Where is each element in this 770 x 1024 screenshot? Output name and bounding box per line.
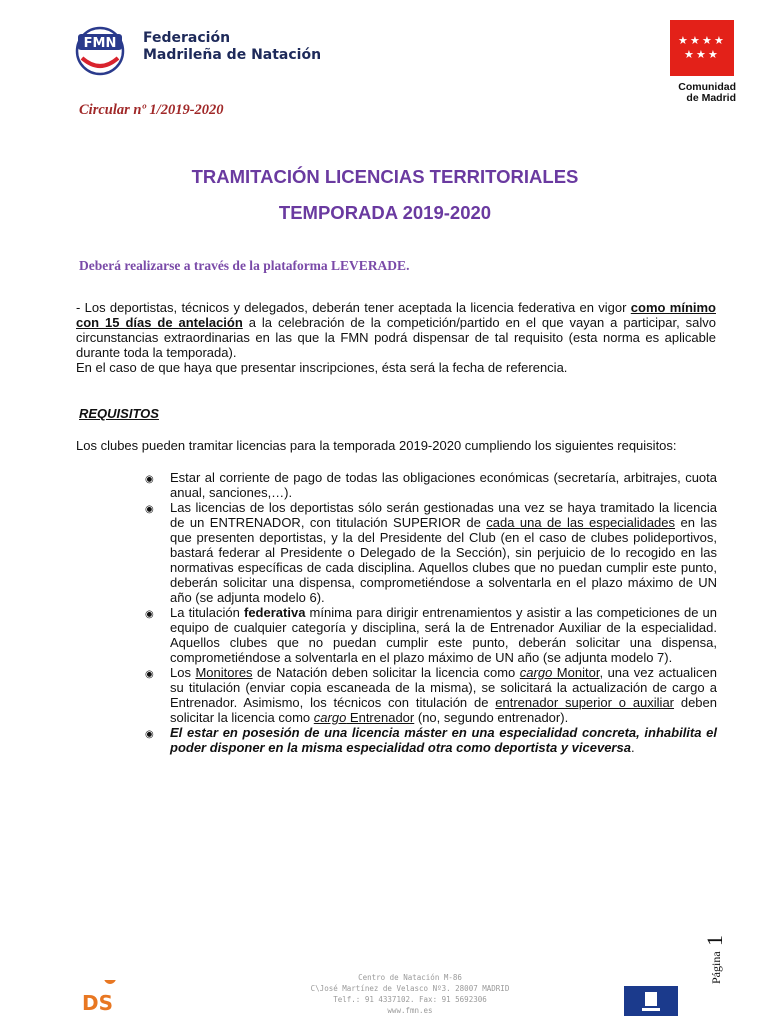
fed-line1: Federación <box>143 30 231 46</box>
item-underline: cada una de las especialidades <box>486 515 676 530</box>
item-bold-italic: El estar en posesión de una licencia máster en una especialidad concreta, inhabilita el poder disponer en la misma especialidad otra como deportista y viceversa <box>170 725 717 755</box>
comunidad-madrid-text <box>660 82 736 104</box>
requisitos-intro: Los clubes pueden tramitar licencias para la temporada 2019-2020 cumpliendo los siguientes requisitos: <box>76 438 677 453</box>
item-text-cont: deben solicitar la licencia como <box>170 695 717 725</box>
list-item <box>145 500 717 605</box>
item-text-cont: . <box>630 740 635 755</box>
list-item <box>145 665 717 725</box>
item-text-cont: (no, segundo entrenador). <box>414 710 569 725</box>
circular-number: Circular nº 1/2019-2020 <box>79 102 224 118</box>
fed-line2: Madrileña de Natación <box>143 47 322 63</box>
page-digit: 1 <box>702 935 727 946</box>
list-item <box>145 725 717 755</box>
document-subtitle: TEMPORADA 2019-2020 <box>278 202 492 223</box>
cm-line2: de Madrid <box>686 92 736 104</box>
svg-text:★: ★ <box>684 48 694 61</box>
item-text-cont: en las que presenten deportistas, y la del Presidente del Club (en el caso de clubes polideportivos, bastará federar al Presidente o Delegado de la Sección), sin perjuicio de lo recogido en las normativas específicas de cada disciplina. Aquellos clubes que no puedan cumplir este punto, deberán solicitar una dispensa, comprometiéndose a solventarla en el plazo máximo de UN año (se adjunta modelo 6). <box>170 515 717 605</box>
document-title: TRAMITACIÓN LICENCIAS TERRITORIALES <box>191 166 579 187</box>
svg-text:DS: DS <box>82 991 114 1015</box>
bullet-icon: ◉ <box>145 669 154 680</box>
cm-line1: Comunidad <box>678 81 736 93</box>
fmn-logo <box>74 26 126 76</box>
bullet-icon: ◉ <box>145 474 154 485</box>
svg-text:★: ★ <box>702 34 712 47</box>
svg-text:★: ★ <box>696 48 706 61</box>
page-number <box>698 932 728 987</box>
item-underline: Monitores <box>195 665 253 680</box>
footer-line2: C\José Martínez de Velasco Nº3. 28007 MADRID <box>310 984 510 993</box>
item-italic-underline: cargo <box>519 665 553 680</box>
comunidad-madrid-flag <box>670 20 734 76</box>
item-underline: Monitor <box>552 665 600 680</box>
item-text-cont: de Natación deben solicitar la licencia como <box>252 665 520 680</box>
item-text: Los <box>170 665 196 680</box>
item-text: La titulación <box>170 605 244 620</box>
requisitos-heading: REQUISITOS <box>79 406 159 421</box>
bullet-icon: ◉ <box>145 504 154 515</box>
item-underline: Entrenador <box>346 710 415 725</box>
intro-emphasis: como mínimo con 15 días de antelación <box>76 300 716 330</box>
footer-line3: Telf.: 91 4337102. Fax: 91 5692306 <box>333 995 487 1004</box>
list-item <box>145 470 717 500</box>
leverade-note: Deberá realizarse a través de la plataforma LEVERADE. <box>79 258 410 273</box>
svg-text:★: ★ <box>714 34 724 47</box>
svg-text:★: ★ <box>708 48 718 61</box>
federation-name <box>143 30 321 64</box>
intro-text: - Los deportistas, técnicos y delegados, deberán tener aceptada la licencia federativa en vigor <box>76 300 631 315</box>
footer-address <box>300 972 520 1016</box>
list-item <box>145 605 717 665</box>
bullet-icon: ◉ <box>145 609 154 620</box>
requisitos-list <box>145 470 717 755</box>
intro-text-cont: a la celebración de la competición/partido en el que vayan a participar, salvo circunstancias extraordinarias en las que la FMN podrá dispensar de tal requisito (esta norma es aplicable durante toda la temporada). <box>76 315 716 360</box>
footer-line4: www.fmn.es <box>387 1006 433 1015</box>
item-underline: entrenador superior o auxiliar <box>495 695 675 710</box>
bullet-icon: ◉ <box>145 729 154 740</box>
logo-text: FMN <box>83 36 117 51</box>
item-text-cont: , una vez actualicen su titulación (enviar copia escaneada de la misma), se solicitará la actualización de cargo a Entrenador. Asimismo, los técnicos con titulación de <box>170 665 718 710</box>
intro-paragraph <box>76 300 716 375</box>
item-text: Las licencias de los deportistas sólo serán gestionadas una vez se haya tramitado la licencia de un ENTRENADOR, con titulación SUPERIOR de <box>170 500 717 530</box>
item-bold: federativa <box>244 605 306 620</box>
ds-logo <box>80 980 124 1016</box>
item-italic-underline: cargo <box>313 710 347 725</box>
page-label: Página <box>709 951 723 984</box>
item-text-cont: mínima para dirigir entrenamientos y asistir a las competiciones de un equipo de cualquier categoría y disciplina, será la de Entrenador Auxiliar de la especialidad. Aquellos clubes que no puedan cumplir este punto, deberán solicitar una dispensa, comprometiéndose a solventarla en el plazo máximo de UN año (se adjunta modelo 7). <box>170 605 717 665</box>
madrid-city-logo <box>624 986 678 1016</box>
footer-line1: Centro de Natación M-86 <box>358 973 462 982</box>
svg-text:★: ★ <box>678 34 688 47</box>
svg-text:★: ★ <box>690 34 700 47</box>
item-text: Estar al corriente de pago de todas las obligaciones económicas (secretaría, arbitrajes, cuota anual, sanciones,…). <box>170 470 717 500</box>
intro-reference: En el caso de que haya que presentar inscripciones, ésta será la fecha de referencia. <box>76 360 568 375</box>
